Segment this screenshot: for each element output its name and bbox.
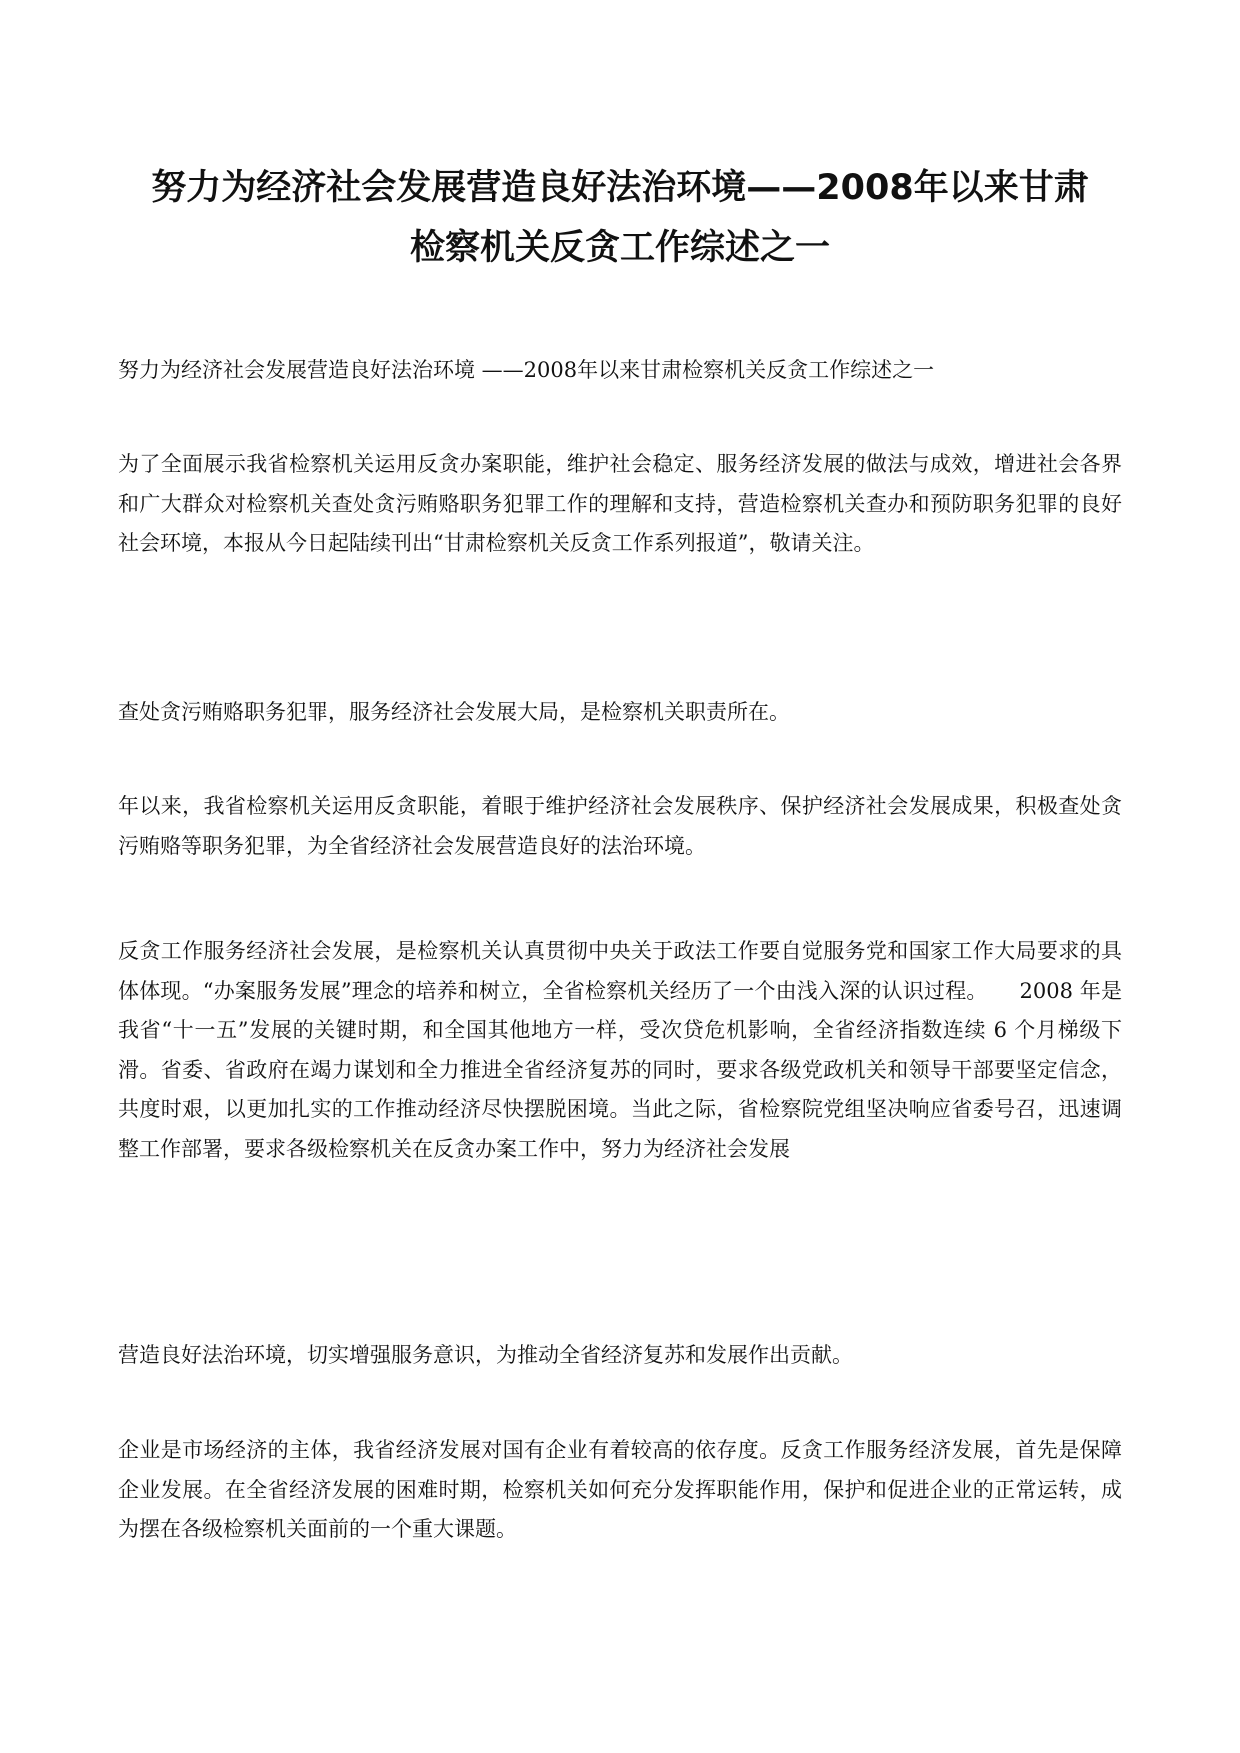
paragraph-intro: 为了全面展示我省检察机关运用反贪办案职能，维护社会稳定、服务经济发展的做法与成效，增进社会各界和广大群众对检察机关查处贪污贿赂职务犯罪工作的理解和支持，营造检察机关查办和预防职务犯罪的良好社会环境，本报从今日起陆续刊出“甘肃检察机关反贪工作系列报道”，敬请关注。 (118, 452, 1122, 555)
document-title (118, 158, 1122, 278)
title-line-2: 检察机关反贪工作综述之一 (409, 228, 830, 268)
paragraph-service-development: 反贪工作服务经济社会发展，是检察机关认真贯彻中央关于政法工作要自觉服务党和国家工作大局要求的具体体现。“办案服务发展”理念的培养和树立，全省检察机关经历了一个由浅入深的认识过程。 2008 年是我省“十一五”发展的关键时期，和全国其他地方一样，受次贷危机影响，全省经济指数连续 6 个月梯级下滑。省委、省政府在竭力谋划和全力推进全省经济复苏的同时，要求各级党政机关和领导干部要坚定信念，共度时艰，以更加扎实的工作推动经济尽快摆脱困境。当此之际，省检察院党组坚决响应省委号召，迅速调整工作部署，要求各级检察机关在反贪办案工作中，努力为经济社会发展 (118, 939, 1122, 1161)
paragraph-enterprise: 企业是市场经济的主体，我省经济发展对国有企业有着较高的依存度。反贪工作服务经济发展，首先是保障企业发展。在全省经济发展的困难时期，检察机关如何充分发挥职能作用，保护和促进企业的正常运转，成为摆在各级检察机关面前的一个重大课题。 (118, 1438, 1122, 1541)
paragraph-duty: 查处贪污贿赂职务犯罪，服务经济社会发展大局，是检察机关职责所在。 (118, 700, 790, 724)
title-line-1: 努力为经济社会发展营造良好法治环境——2008年以来甘肃 (151, 168, 1089, 208)
paragraph-legal-environment: 营造良好法治环境，切实增强服务意识，为推动全省经济复苏和发展作出贡献。 (118, 1343, 853, 1367)
paragraph-since-year: 年以来，我省检察机关运用反贪职能，着眼于维护经济社会发展秩序、保护经济社会发展成果，积极查处贪污贿赂等职务犯罪，为全省经济社会发展营造良好的法治环境。 (118, 794, 1122, 858)
subtitle-paragraph: 努力为经济社会发展营造良好法治环境 ——2008年以来甘肃检察机关反贪工作综述之一 (118, 358, 935, 382)
